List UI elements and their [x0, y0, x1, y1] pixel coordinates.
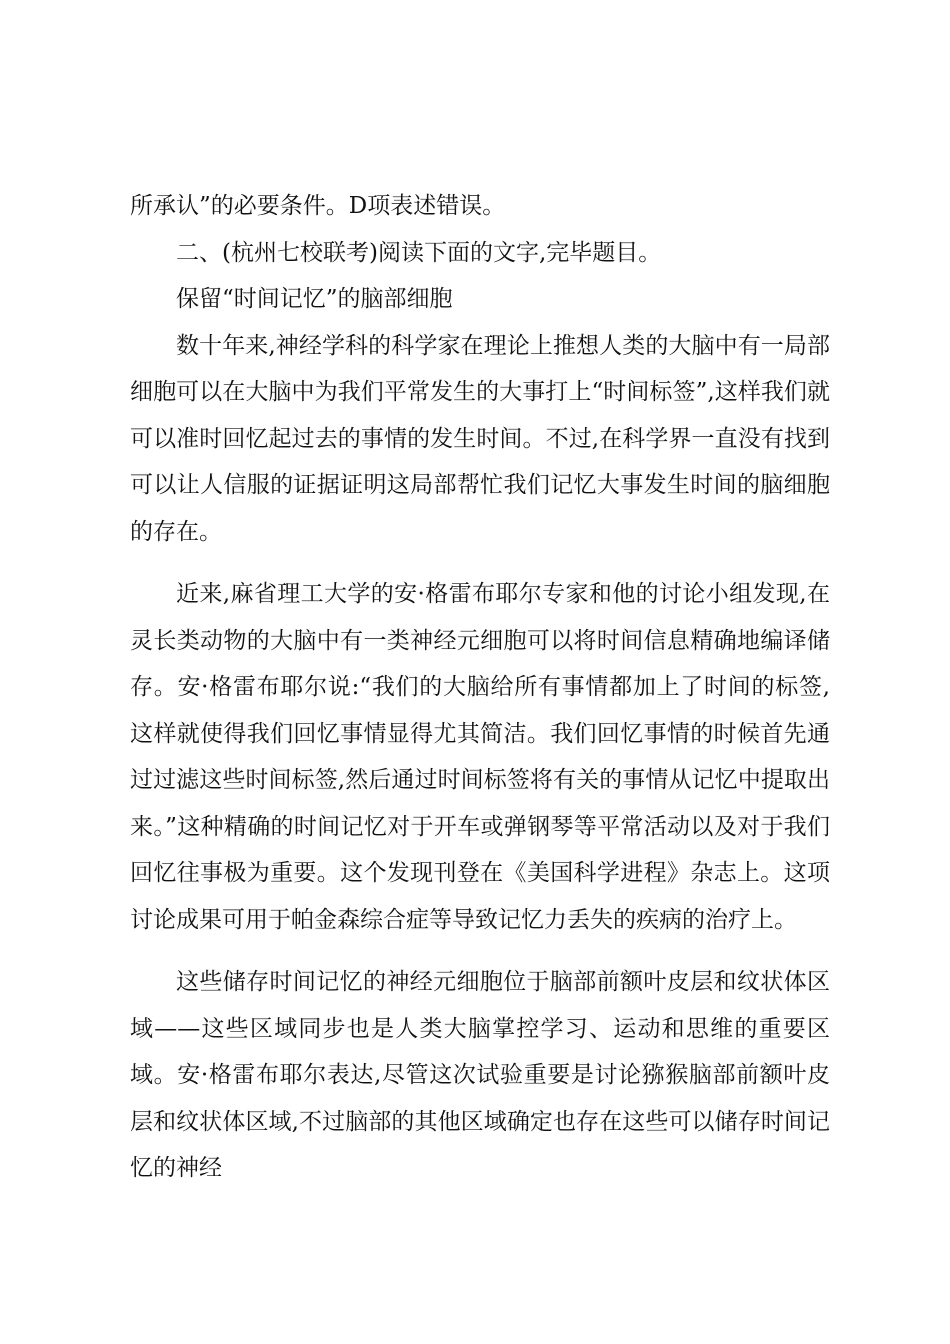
paragraph-2: 近来,麻省理工大学的安·格雷布耶尔专家和他的讨论小组发现,在灵长类动物的大脑中有一类神经元细胞可以将时间信息精确地编译储存。安·格雷布耶尔说:“我们的大脑给所有事情都加上了时间的标签,这样就使得我们回忆事情显得尤其简洁。我们回忆事情的时候首先通过过滤这些时间标签,然后通过时间标签将有关的事情从记忆中提取出来。”这种精确的时间记忆对于开车或弹钢琴等平常活动以及对于我们回忆往事极为重要。这个发现刊登在《美国科学进程》杂志上。这项讨论成果可用于帕金森综合症等导致记忆力丢失的疾病的治疗上。 — [130, 581, 830, 933]
paragraph-1: 数十年来,神经学科的科学家在理论上推想人类的大脑中有一局部细胞可以在大脑中为我们平常发生的大事打上“时间标签”,这样我们就可以准时回忆起过去的事情的发生时间。不过,在科学界一直没有找到可以让人信服的证据证明这局部帮忙我们记忆大事发生时间的脑细胞的存在。 — [130, 332, 830, 545]
paragraph-3: 这些储存时间记忆的神经元细胞位于脑部前额叶皮层和纹状体区域——这些区域同步也是人类大脑掌控学习、运动和思维的重要区域。安·格雷布耶尔表达,尽管这次试验重要是讨论猕猴脑部前额叶皮层和纹状体区域,不过脑部的其他区域确定也存在这些可以储存时间记忆的神经 — [130, 969, 830, 1181]
lead-fragment: 所承认”的必要条件。D项表述错误。 — [130, 193, 506, 219]
section-heading: 二、(杭州七校联考)阅读下面的文字,完毕题目。 — [176, 239, 662, 266]
document-page — [130, 183, 830, 1192]
article-title: 保留“时间记忆”的脑部细胞 — [176, 286, 453, 312]
